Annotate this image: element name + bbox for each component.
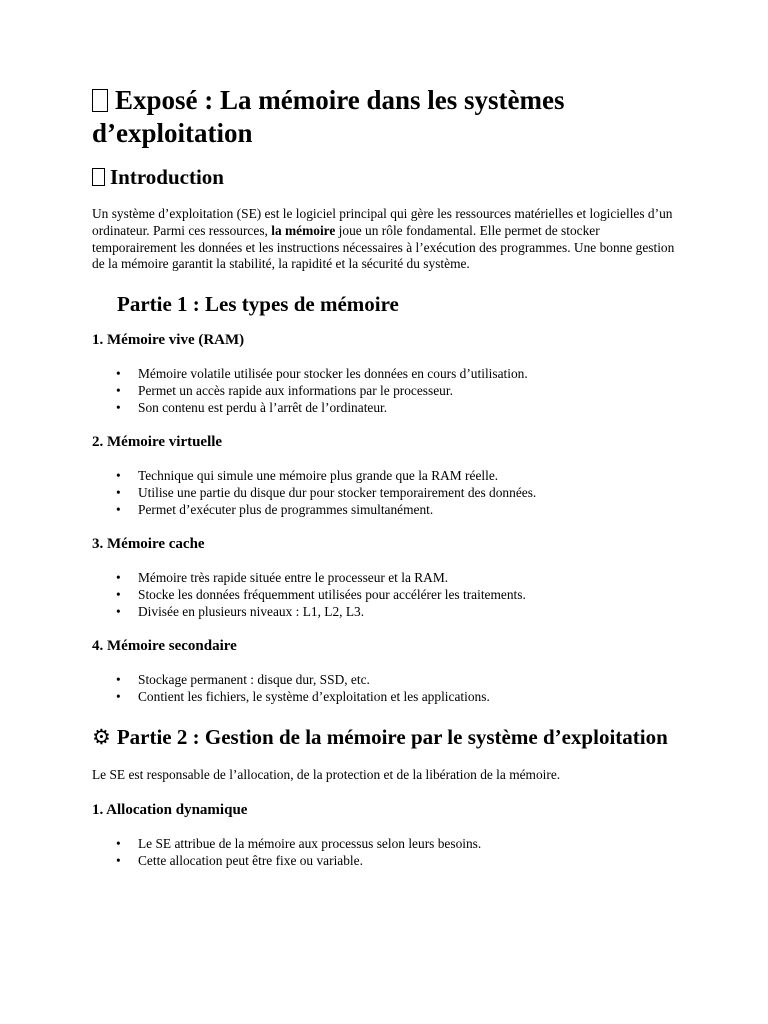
- list-item-text: Mémoire très rapide située entre le processeur et la RAM.: [138, 570, 449, 586]
- bullet: •: [116, 383, 121, 399]
- list-item: [116, 835, 682, 852]
- intro-heading-text: Introduction: [110, 165, 224, 189]
- list-item: [116, 569, 682, 586]
- bullet: •: [116, 672, 121, 688]
- document-title-text: Exposé : La mémoire dans les systèmes d’exploitation: [92, 85, 565, 148]
- intro-heading: [92, 164, 682, 190]
- list-item-text: Utilise une partie du disque dur pour stocker temporairement des données.: [138, 485, 537, 501]
- list-secondary: [92, 671, 682, 705]
- gear-icon: ⚙: [92, 725, 111, 750]
- bullet: •: [116, 400, 121, 416]
- part2-heading-text: Partie 2 : Gestion de la mémoire par le système d’exploitation: [116, 725, 668, 750]
- list-item-text: Technique qui simule une mémoire plus grande que la RAM réelle.: [138, 468, 499, 484]
- list-allocation: [92, 835, 682, 869]
- list-item-text: Le SE attribue de la mémoire aux processus selon leurs besoins.: [138, 835, 482, 851]
- bullet: •: [116, 835, 121, 851]
- list-item: [116, 467, 682, 484]
- list-item: [116, 399, 682, 416]
- list-item-text: Permet un accès rapide aux informations par le processeur.: [138, 383, 453, 399]
- bullet: •: [116, 604, 121, 620]
- intro-text-bold: la mémoire: [271, 222, 336, 238]
- document-page: [92, 84, 682, 869]
- bullet: •: [116, 570, 121, 586]
- list-item: [116, 671, 682, 688]
- list-item-text: Permet d’exécuter plus de programmes simultanément.: [138, 502, 434, 518]
- bullet: •: [116, 689, 121, 705]
- list-item: [116, 603, 682, 620]
- bullet: •: [116, 468, 121, 484]
- section-heading-ram: 1. Mémoire vive (RAM): [92, 332, 245, 349]
- section-heading-secondary: 4. Mémoire secondaire: [92, 638, 237, 655]
- part1-heading: Partie 1 : Les types de mémoire: [117, 292, 399, 317]
- part2-heading: [92, 724, 682, 750]
- list-item-text: Son contenu est perdu à l’arrêt de l’ordinateur.: [138, 400, 388, 416]
- list-item-text: Divisée en plusieurs niveaux : L1, L2, L3.: [138, 604, 365, 620]
- bullet: •: [116, 502, 121, 518]
- list-cache: [92, 569, 682, 620]
- list-item-text: Stocke les données fréquemment utilisées pour accélérer les traitements.: [138, 587, 526, 603]
- section-heading-cache: 3. Mémoire cache: [92, 536, 205, 553]
- list-item: [116, 586, 682, 603]
- document-title: [92, 84, 682, 150]
- list-item: [116, 484, 682, 501]
- list-item: [116, 365, 682, 382]
- section-heading-allocation: 1. Allocation dynamique: [92, 801, 248, 818]
- list-item-text: Contient les fichiers, le système d’exploitation et les applications.: [138, 689, 490, 705]
- missing-glyph-box-icon: [92, 89, 108, 112]
- list-ram: [92, 365, 682, 416]
- missing-glyph-box-icon: [92, 168, 105, 186]
- list-item: [116, 852, 682, 869]
- bullet: •: [116, 852, 121, 868]
- part2-paragraph: Le SE est responsable de l’allocation, de la protection et de la libération de la mémoire.: [92, 767, 561, 783]
- bullet: •: [116, 366, 121, 382]
- intro-text-end: joue un rôle fondamental. Elle permet de stocker temporairement les données et les instructions nécessaires à l’exécution des programmes. Une bonne gestion de la mémoire garantit la stabilité, la rapidité et la sécurité du système.: [92, 222, 675, 272]
- list-item: [116, 382, 682, 399]
- bullet: •: [116, 485, 121, 501]
- intro-paragraph: [92, 206, 682, 273]
- list-item: [116, 501, 682, 518]
- section-heading-virtual: 2. Mémoire virtuelle: [92, 434, 223, 451]
- list-item-text: Mémoire volatile utilisée pour stocker les données en cours d’utilisation.: [138, 366, 528, 382]
- list-item: [116, 688, 682, 705]
- intro-text-start: Un système d’exploitation (SE) est le logiciel principal qui gère les ressources matérielles et logicielles d’un ordinateur. Parmi ces ressources,: [92, 206, 673, 238]
- list-virtual: [92, 467, 682, 518]
- list-item-text: Stockage permanent : disque dur, SSD, etc.: [138, 672, 370, 688]
- list-item-text: Cette allocation peut être fixe ou variable.: [138, 852, 363, 868]
- bullet: •: [116, 587, 121, 603]
